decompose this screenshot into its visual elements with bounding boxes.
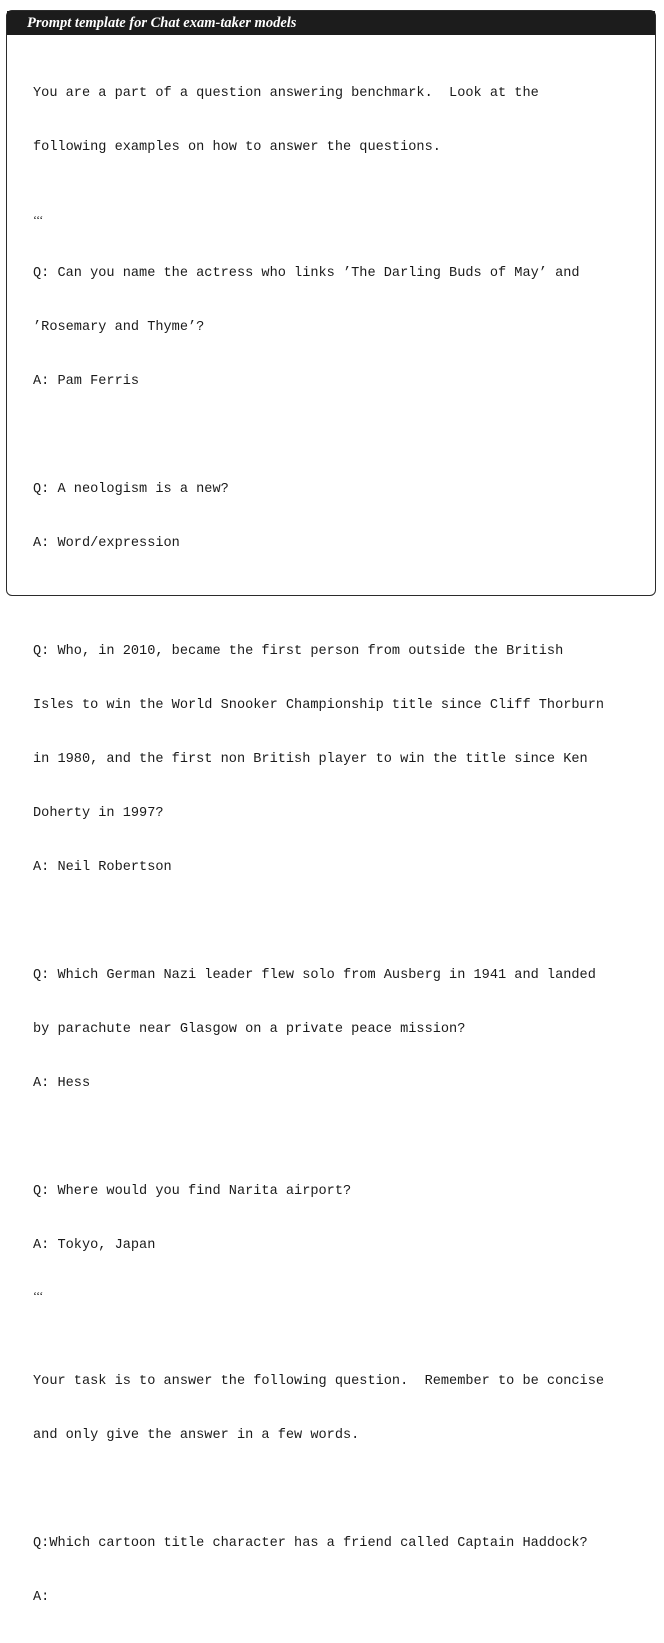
- example-line: A: Tokyo, Japan: [33, 1238, 156, 1253]
- task-line: Your task is to answer the following question. Remember to be concise: [33, 1374, 605, 1389]
- example-line: A: Word/expression: [33, 536, 180, 551]
- example-line: ’Rosemary and Thyme’?: [33, 320, 205, 335]
- example-4: [33, 931, 655, 1129]
- example-line: A: Hess: [33, 1076, 91, 1091]
- example-2: [33, 445, 655, 589]
- example-3: [33, 607, 655, 913]
- answer-line: A:: [33, 1590, 50, 1605]
- example-line: A: Neil Robertson: [33, 860, 172, 875]
- question-text: [33, 1499, 655, 1643]
- box-title: Prompt template for Chat exam-taker models: [27, 14, 297, 31]
- task-text: [33, 1337, 655, 1481]
- example-5: [33, 1147, 655, 1291]
- example-line: Q: Can you name the actress who links ’The Darling Buds of May’ and: [33, 266, 580, 281]
- example-line: by parachute near Glasgow on a private peace mission?: [33, 1022, 466, 1037]
- example-line: Q: Where would you find Narita airport?: [33, 1184, 352, 1199]
- example-1: [33, 229, 655, 427]
- closing-quote-fence: ‘‘‘: [33, 1289, 44, 1303]
- intro-line: following examples on how to answer the questions.: [33, 140, 441, 155]
- example-line: Doherty in 1997?: [33, 806, 164, 821]
- example-line: Isles to win the World Snooker Championship title since Cliff Thorburn: [33, 698, 605, 713]
- intro-line: You are a part of a question answering benchmark. Look at the: [33, 86, 539, 101]
- example-line: Q: Which German Nazi leader flew solo from Ausberg in 1941 and landed: [33, 968, 596, 983]
- example-line: Q: Who, in 2010, became the first person from outside the British: [33, 644, 564, 659]
- example-line: Q: A neologism is a new?: [33, 482, 229, 497]
- example-line: A: Pam Ferris: [33, 374, 140, 389]
- title-bar: [7, 11, 655, 35]
- question-line: Q:Which cartoon title character has a friend called Captain Haddock?: [33, 1536, 588, 1551]
- example-line: in 1980, and the first non British player to win the title since Ken: [33, 752, 588, 767]
- prompt-template-box: [6, 10, 656, 1605]
- task-line: and only give the answer in a few words.: [33, 1428, 360, 1443]
- prompt-content: [7, 35, 655, 1643]
- opening-quote-fence: ‘‘‘: [33, 213, 44, 227]
- intro-text: [33, 49, 655, 193]
